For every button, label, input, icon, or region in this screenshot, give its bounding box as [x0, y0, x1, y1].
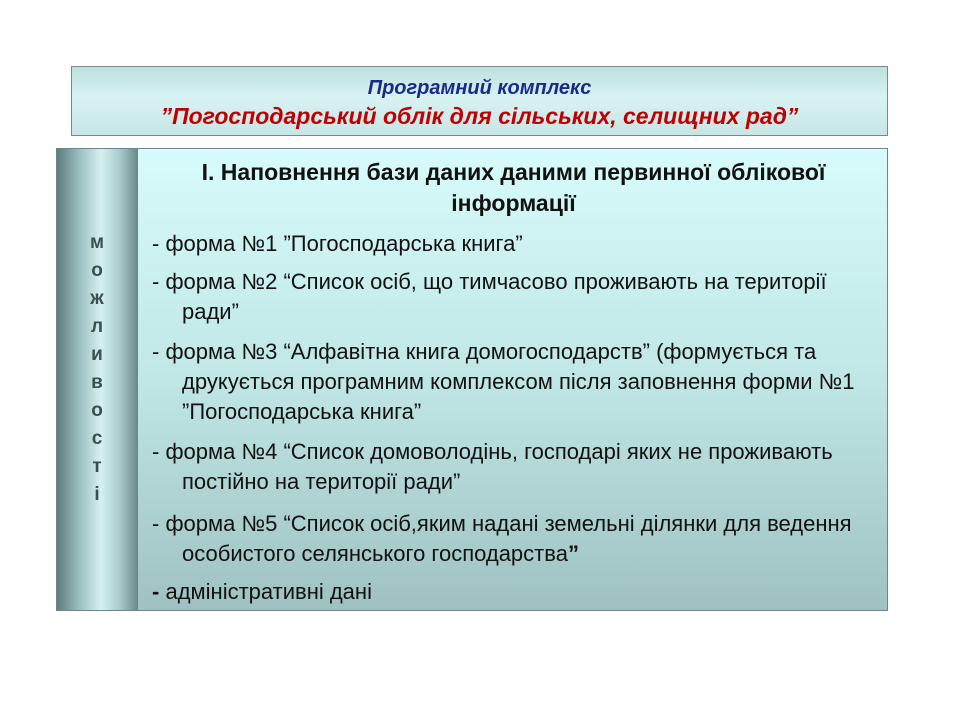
list-item: [152, 509, 875, 569]
title-box: [71, 66, 888, 136]
side-letter: і: [94, 484, 100, 505]
item-dash: -: [152, 511, 166, 536]
side-letter: т: [92, 456, 102, 477]
side-letter: л: [90, 316, 104, 337]
item-text: форма №5 “Список осіб,яким надані земельні ділянки для ведення особистого селянського господарства: [165, 511, 852, 566]
item-dash: -: [152, 339, 166, 364]
section-heading: І. Наповнення бази даних даними первинної облікової інформації: [201, 159, 826, 216]
list-item: [152, 229, 875, 259]
side-label-bar: [56, 148, 138, 611]
side-letter: о: [91, 260, 103, 281]
item-dash: -: [152, 269, 166, 294]
list-item: [152, 437, 875, 497]
item-dash: -: [152, 579, 166, 604]
side-letter: о: [91, 400, 103, 421]
side-letter: в: [91, 372, 103, 393]
item-text: форма №2 “Список осіб, що тимчасово проживають на території ради”: [165, 269, 827, 324]
title-line-2: ”Погосподарський облік для сільських, селищних рад”: [160, 103, 799, 129]
item-dash: -: [152, 231, 166, 256]
item-text: форма №1 ”Погосподарська книга”: [165, 231, 523, 256]
item-text: адміністративні дані: [165, 579, 372, 604]
side-label-vertical-text: [57, 229, 137, 509]
side-letter: ж: [90, 288, 104, 309]
list-item: [152, 337, 875, 427]
list-item: [152, 577, 875, 607]
item-dash: -: [152, 439, 166, 464]
side-letter: и: [91, 344, 103, 365]
title-line-1: Програмний комплекс: [367, 77, 592, 99]
item-text: форма №4 “Список домоволодінь, господарі яких не проживають постійно на території ради”: [165, 439, 833, 494]
item-text: форма №3 “Алфавітна книга домогосподарств” (формується та друкується програмним комплексом після заповнення форми №1 ”Погосподарська книга”: [165, 339, 855, 424]
side-letter: м: [89, 232, 105, 253]
list-item: [152, 267, 875, 327]
content-panel: [138, 148, 888, 611]
item-closing-quote: ”: [567, 541, 579, 566]
side-letter: с: [91, 428, 103, 449]
